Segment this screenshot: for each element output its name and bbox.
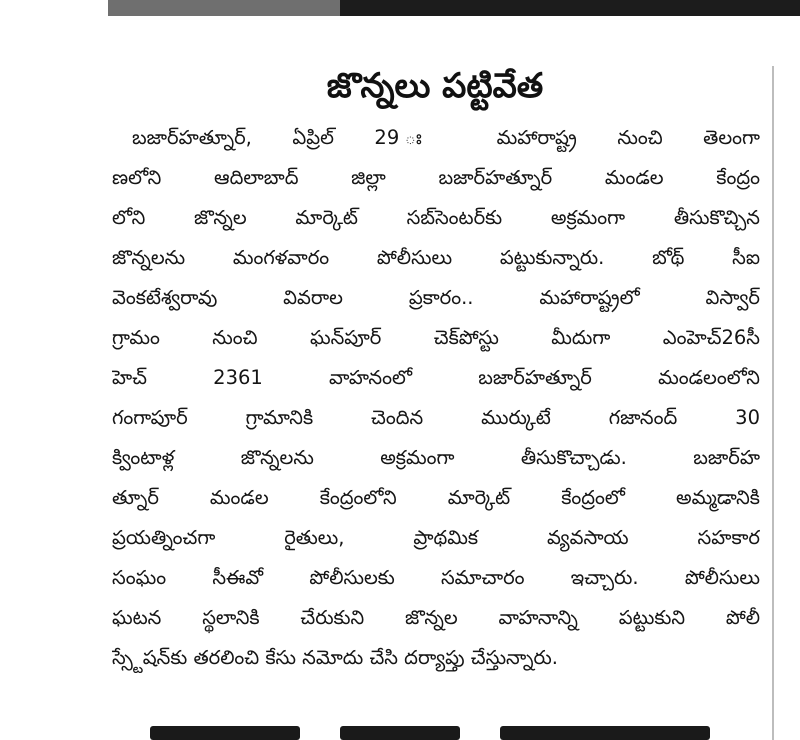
top-border-bar-dark	[340, 0, 800, 16]
article-headline: జొన్నలు పట్టివేత	[326, 66, 544, 106]
article-line: ఘటన స్థలానికి చేరుకుని జొన్నల వాహనాన్ని పట్టుకుని పోలీ	[112, 606, 760, 629]
cropped-headline-glyphs	[500, 726, 710, 740]
article-line: బజార్‌హత్నూర్‌, ఏప్రిల్‌ 29 ః మహారాష్ట్ర నుంచి తెలంగా	[132, 126, 760, 149]
article-line: క్వింటాళ్ల జొన్నలను అక్రమంగా తీసుకొచ్చాడు. బజార్‌హ	[112, 446, 760, 469]
article-line: త్నూర్‌ మండల కేంద్రంలోని మార్కెట్‌ కేంద్రంలో అమ్మడానికి	[112, 486, 760, 509]
article-line: స్స్టేషన్‌కు తరలించి కేసు నమోదు చేసి దర్యాప్తు చేస్తున్నారు.	[112, 646, 558, 669]
next-article-headline-cropped	[150, 718, 740, 740]
column-divider-rule	[772, 66, 774, 740]
article-line: గ్రామం నుంచి ఘన్‌పూర్‌ చెక్‌పోస్టు మీదుగా ఎంహెచ్‌26సీ	[112, 326, 760, 349]
article-line: గంగాపూర్‌ గ్రామానికి చెందిన ముర్కుటే గజానంద్‌ 30	[112, 406, 760, 429]
article-line: సంఘం సీఈవో పోలీసులకు సమాచారం ఇచ్చారు. పోలీసులు	[112, 566, 760, 589]
top-border-bar-grey	[108, 0, 340, 16]
article-body	[112, 118, 760, 678]
article-line: ప్రయత్నించగా రైతులు, ప్రాథమిక వ్యవసాయ సహకార	[112, 526, 760, 549]
cropped-headline-glyphs	[340, 726, 460, 740]
cropped-headline-glyphs	[150, 726, 300, 740]
article-line: జొన్నలను మంగళవారం పోలీసులు పట్టుకున్నారు. బోథ్‌ సీఐ	[112, 246, 760, 269]
article-line: హెచ్‌ 2361 వాహనంలో బజార్‌హత్నూర్‌ మండలంలోని	[112, 366, 760, 389]
article-line: లోని జొన్నల మార్కెట్‌ సబ్‌సెంటర్‌కు అక్రమంగా తీసుకొచ్చిన	[112, 206, 760, 229]
article-line: వెంకటేశ్వరావు వివరాల ప్రకారం.. మహారాష్ట్రలో విస్వార్‌	[112, 286, 760, 309]
article-line: ణలోని ఆదిలాబాద్‌ జిల్లా బజార్‌హత్నూర్‌ మండల కేంద్రం	[112, 166, 760, 189]
